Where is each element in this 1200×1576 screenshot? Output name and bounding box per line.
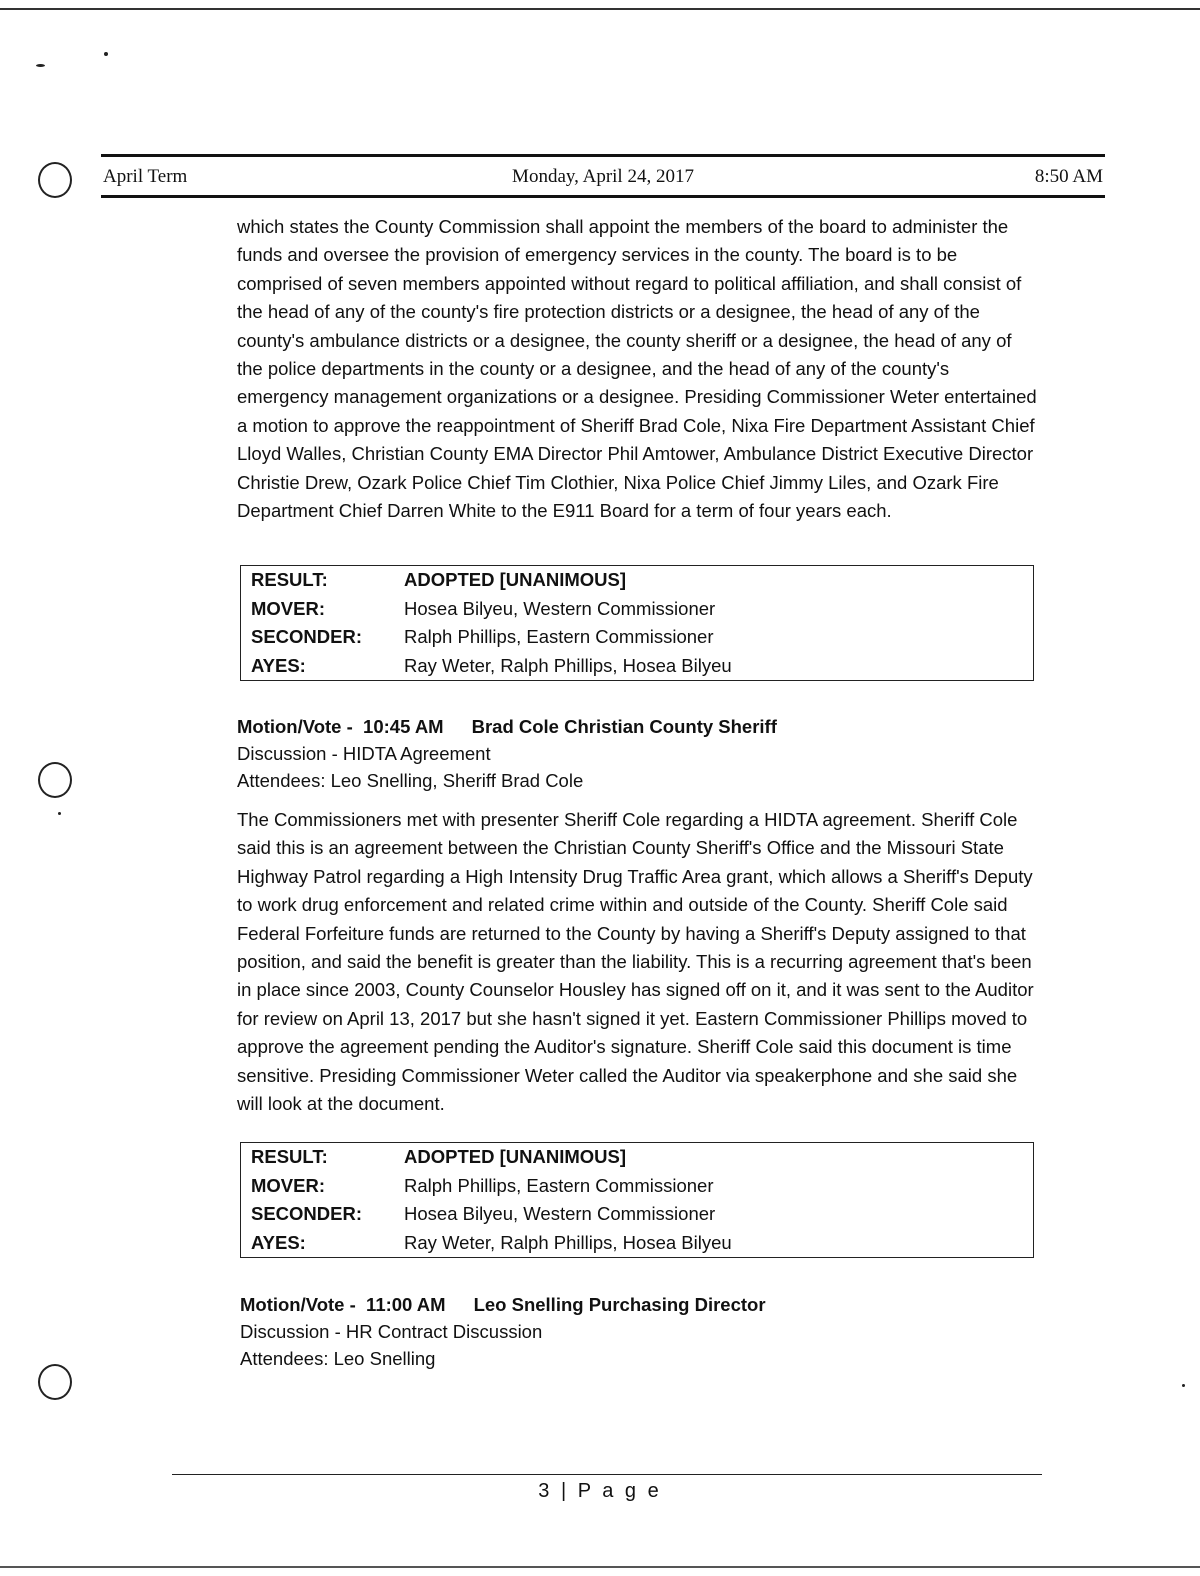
- running-header: [101, 164, 1105, 190]
- motion-paragraph: The Commissioners met with presenter Sheriff Cole regarding a HIDTA agreement. Sheriff Cole said this is an agreement between the Christian County Sheriff's Office and the Missouri State Highway Patrol regarding a High Intensity Drug Traffic Area grant, which allows a Sheriff's Deputy to work drug enforcement and related crime within and outside of the County. Sheriff Cole said Federal Forfeiture funds are returned to the County by having a Sheriff's Deputy assigned to that position, and said the benefit is greater than the liability. This is a recurring agreement that's been in place since 2003, County Counselor Housley has signed off on it, and it was sent to the Auditor for review on April 13, 2017 but she hasn't signed it yet. Eastern Commissioner Phillips moved to approve the agreement pending the Auditor's signature. Sheriff Cole said this document is time sensitive. Presiding Commissioner Weter called the Auditor via speakerphone and she said she will look at the document.: [237, 809, 1034, 1115]
- scan-speck: [1182, 1384, 1185, 1387]
- vote-result-table: [240, 565, 1034, 681]
- punch-hole: [38, 762, 72, 798]
- scan-top-border: [0, 8, 1200, 10]
- seconder-label: SECONDER:: [251, 1203, 363, 1225]
- seconder-value: Ralph Phillips, Eastern Commissioner: [404, 626, 714, 648]
- motion-presenter: Brad Cole Christian County Sheriff: [471, 716, 777, 737]
- footer-rule: [172, 1474, 1042, 1475]
- intro-paragraph: which states the County Commission shall appoint the members of the board to administer the funds and oversee the provision of emergency services in the county. The board is to be comprised of seven members appointed without regard to political affiliation, and shall consist of the head of any of the county's fire protection districts or a designee, the head of any of the county's ambulance districts or a designee, the county sheriff or a designee, the head of any of the police departments in the county or a designee, and the head of any of the county's emergency management organizations or a designee. Presiding Commissioner Weter entertained a motion to approve the reappointment of Sheriff Brad Cole, Nixa Fire Department Assistant Chief Lloyd Walles, Christian County EMA Director Phil Amtower, Ambulance District Executive Director Christie Drew, Ozark Police Chief Tim Clothier, Nixa Police Chief Jimmy Liles, and Ozark Fire Department Chief Darren White to the E911 Board for a term of four years each.: [237, 216, 1037, 522]
- seconder-label: SECONDER:: [251, 626, 363, 648]
- header-term: April Term: [103, 166, 188, 187]
- vote-row-ayes: [241, 652, 1034, 681]
- motion-heading-line: [240, 1291, 1040, 1318]
- motion-discussion: Discussion - HIDTA Agreement: [237, 743, 491, 764]
- vote-row-result: [241, 566, 1034, 595]
- motion-attendees: Attendees: Leo Snelling: [240, 1348, 436, 1369]
- seconder-value: Hosea Bilyeu, Western Commissioner: [404, 1203, 716, 1225]
- scan-bottom-border: [0, 1566, 1200, 1568]
- scan-speck: [36, 64, 45, 67]
- motion-header: [237, 713, 1037, 794]
- result-label: RESULT:: [251, 569, 328, 591]
- header-bottom-rule: [101, 195, 1105, 198]
- motion-presenter: Leo Snelling Purchasing Director: [473, 1294, 766, 1315]
- ayes-value: Ray Weter, Ralph Phillips, Hosea Bilyeu: [404, 1231, 732, 1253]
- vote-row-seconder: [241, 1200, 1034, 1229]
- vote-result-table: [240, 1142, 1034, 1258]
- vote-row-ayes: [241, 1229, 1034, 1258]
- motion-attendees: Attendees: Leo Snelling, Sheriff Brad Cole: [237, 770, 584, 791]
- ayes-value: Ray Weter, Ralph Phillips, Hosea Bilyeu: [404, 654, 732, 676]
- mover-label: MOVER:: [251, 1174, 325, 1196]
- motion-heading: Motion/Vote - 10:45 AM: [237, 716, 444, 737]
- ayes-label: AYES:: [251, 1231, 306, 1253]
- result-value: ADOPTED [UNANIMOUS]: [404, 569, 626, 591]
- header-time: 8:50 AM: [1034, 166, 1103, 187]
- page-number: 3 | P a g e: [538, 1480, 662, 1502]
- result-value: ADOPTED [UNANIMOUS]: [404, 1146, 626, 1168]
- motion-discussion: Discussion - HR Contract Discussion: [240, 1321, 543, 1342]
- header-date: Monday, April 24, 2017: [512, 166, 694, 187]
- mover-value: Hosea Bilyeu, Western Commissioner: [404, 597, 716, 619]
- scan-speck: [104, 52, 108, 56]
- header-top-rule: [101, 154, 1105, 157]
- result-label: RESULT:: [251, 1146, 328, 1168]
- mover-value: Ralph Phillips, Eastern Commissioner: [404, 1174, 714, 1196]
- motion-heading: Motion/Vote - 11:00 AM: [240, 1294, 446, 1315]
- mover-label: MOVER:: [251, 597, 325, 619]
- scan-speck: [58, 812, 61, 815]
- punch-hole: [38, 1364, 72, 1400]
- vote-row-result: [241, 1143, 1034, 1172]
- ayes-label: AYES:: [251, 654, 306, 676]
- motion-header: [240, 1291, 1040, 1372]
- vote-row-mover: [241, 595, 1034, 624]
- vote-row-mover: [241, 1172, 1034, 1201]
- vote-row-seconder: [241, 623, 1034, 652]
- motion-heading-line: [237, 713, 1037, 740]
- punch-hole: [38, 162, 72, 198]
